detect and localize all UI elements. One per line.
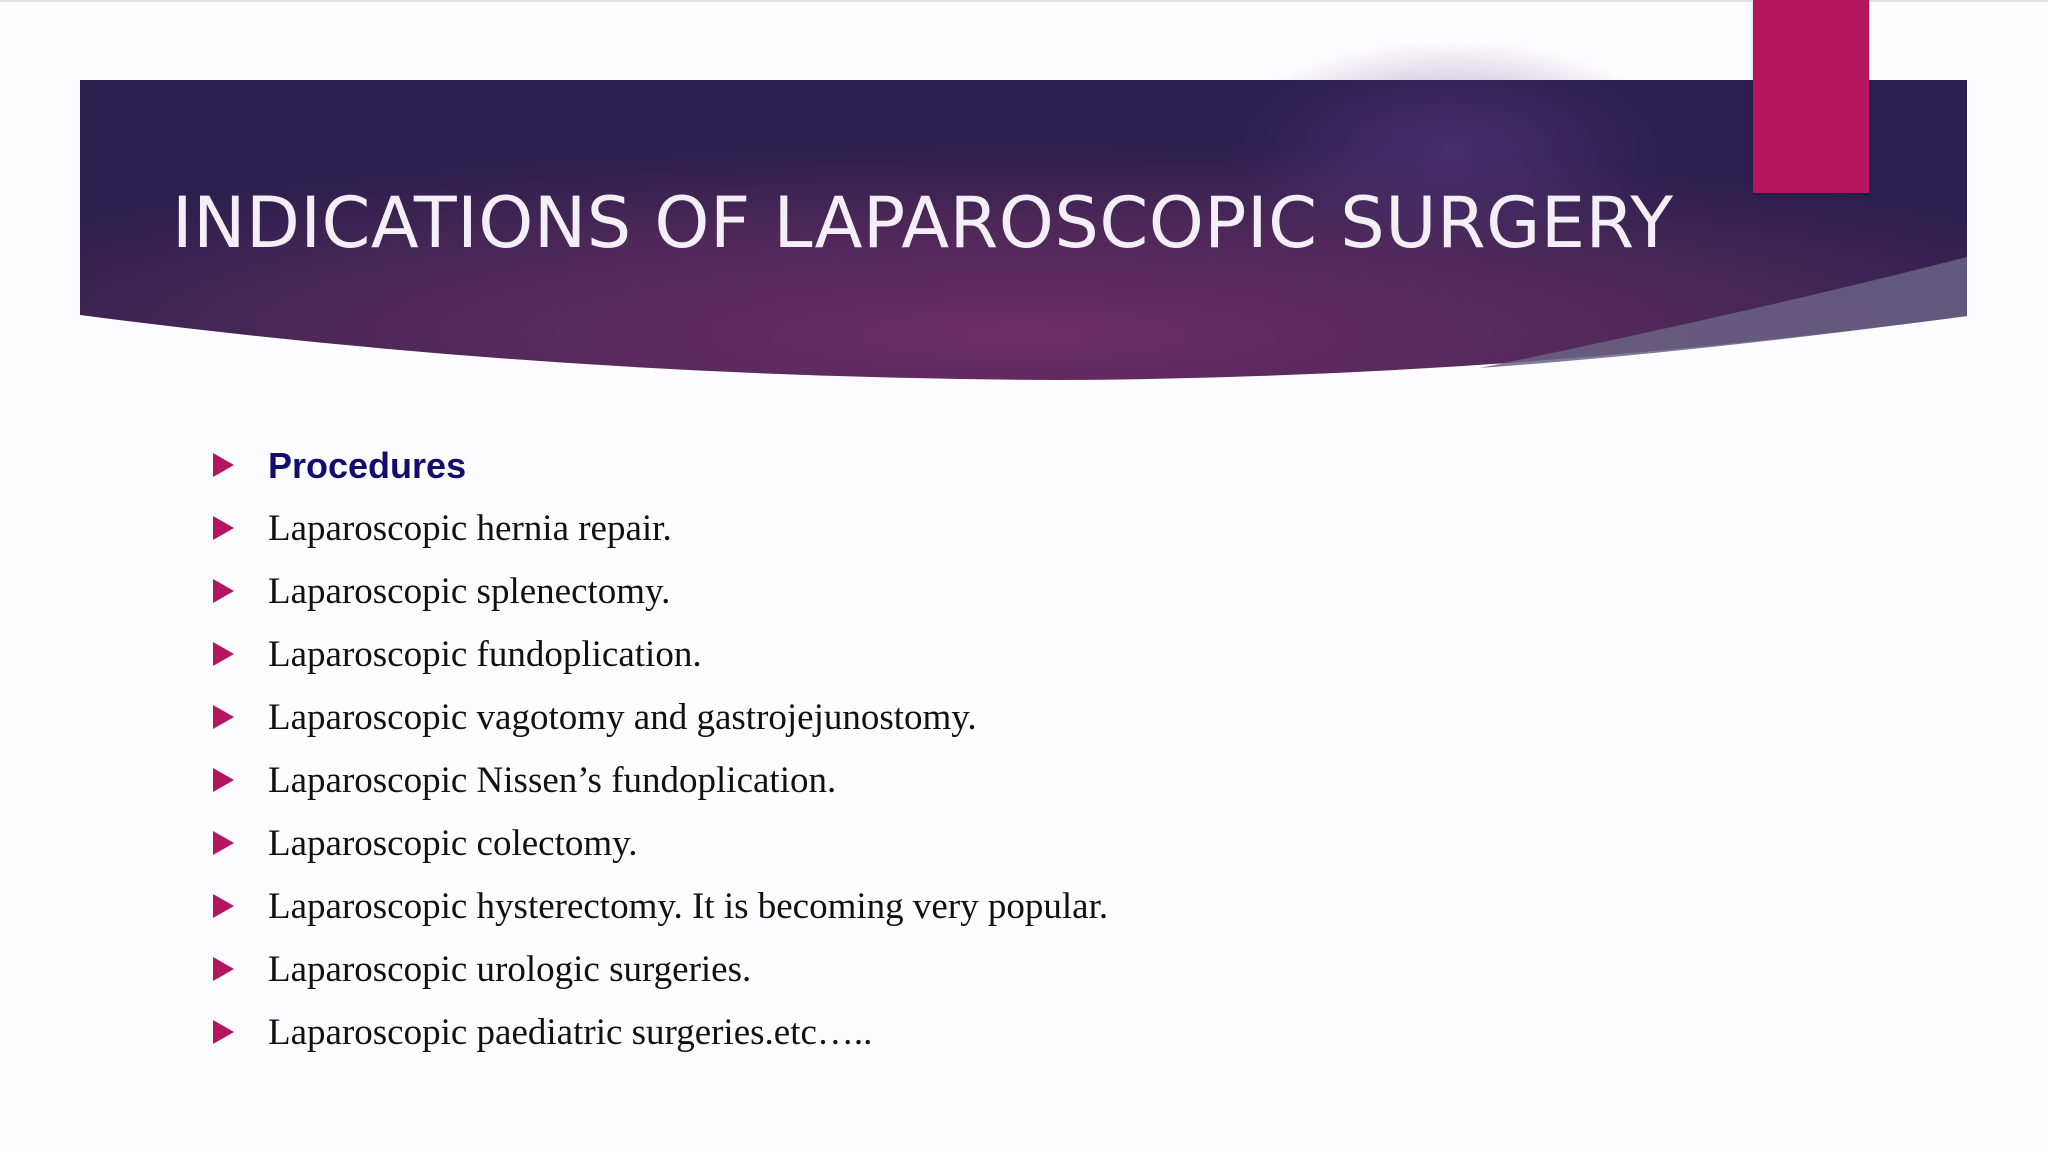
bullet-arrow-icon	[213, 642, 234, 666]
list-item-label: Laparoscopic colectomy.	[268, 823, 638, 864]
bullet-arrow-icon	[213, 768, 234, 792]
bullet-arrow-icon	[213, 516, 234, 540]
bullet-arrow-icon	[213, 957, 234, 981]
list-item	[210, 435, 1410, 497]
list-item-label: Laparoscopic vagotomy and gastrojejunostomy.	[268, 697, 977, 738]
list-item-label: Laparoscopic urologic surgeries.	[268, 949, 752, 990]
list-item-label: Laparoscopic Nissen’s fundoplication.	[268, 760, 837, 801]
list-item-label: Laparoscopic splenectomy.	[268, 571, 671, 612]
list-item	[210, 813, 1410, 875]
list-item-label: Laparoscopic paediatric surgeries.etc…..	[268, 1012, 873, 1053]
slide-title: INDICATIONS OF LAPAROSCOPIC SURGERY	[172, 182, 1674, 264]
list-item-label: Laparoscopic hernia repair.	[268, 508, 672, 549]
list-item	[210, 939, 1410, 1001]
accent-tab	[1753, 0, 1869, 193]
list-item-label: Laparoscopic fundoplication.	[268, 634, 702, 675]
bullet-arrow-icon	[213, 831, 234, 855]
bullet-arrow-icon	[213, 579, 234, 603]
list-item	[210, 876, 1410, 938]
list-item	[210, 498, 1410, 560]
bullet-arrow-icon	[213, 894, 234, 918]
list-item	[210, 561, 1410, 623]
list-item	[210, 750, 1410, 812]
list-item	[210, 687, 1410, 749]
list-item	[210, 624, 1410, 686]
list-item	[210, 1002, 1410, 1064]
list-heading: Procedures	[268, 445, 467, 486]
bullet-arrow-icon	[213, 1020, 234, 1044]
bullet-arrow-icon	[213, 705, 234, 729]
list-item-label: Laparoscopic hysterectomy. It is becoming very popular.	[268, 886, 1109, 927]
bullet-arrow-icon	[213, 453, 234, 477]
